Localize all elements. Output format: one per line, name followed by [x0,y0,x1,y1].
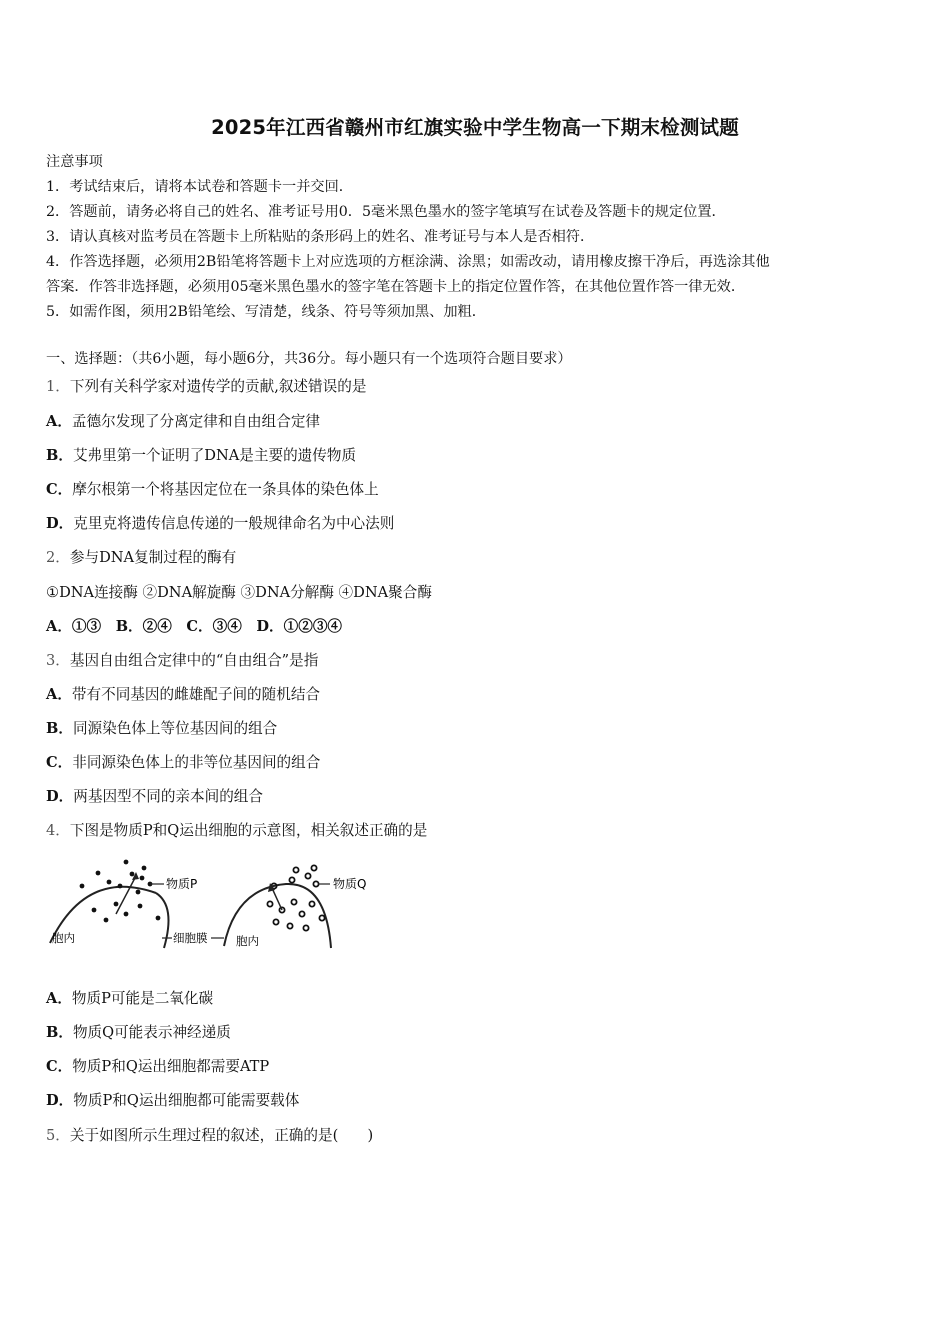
note-item: 2．答题前，请务必将自己的姓名、准考证号用0．5毫米黑色墨水的签字笔填写在试卷及答题卡的规定位置． [46,204,726,220]
question-number: 2． [46,549,70,566]
question-text: 下图是物质P和Q运出细胞的示意图，相关叙述正确的是 [69,822,428,839]
arrow-q [272,888,282,910]
option-text: 两基因型不同的亲本间的组合 [73,788,263,805]
option-label: C． [46,481,73,498]
note-item: 5．如需作图，须用2B铅笔绘、写清楚，线条、符号等须加黑、加粗． [46,304,486,320]
arrow-p [116,876,136,914]
option-label: D． [46,788,74,805]
option-text: 同源染色体上等位基因间的组合 [72,720,278,737]
question-number: 4． [46,822,70,839]
option-label: B． [46,1024,73,1041]
label-intracellular-left: 胞内 [52,931,75,945]
page-title: 2025年江西省赣州市红旗实验中学生物高一下期末检测试题 [211,116,739,139]
q4-option-c [46,1055,269,1076]
q4-option-a [46,987,213,1008]
question-3-stem [46,649,318,670]
question-text: 基因自由组合定律中的“自由组合”是指 [69,652,319,669]
label-cell-membrane: 细胞膜 [173,931,208,945]
q2-options: A．①③ B．②④ C．③④ D．①②③④ [46,618,343,635]
option-text: 带有不同基因的雌雄配子间的随机结合 [71,686,321,703]
q1-option-a [46,410,320,431]
option-label: A． [46,686,72,703]
q1-option-b [46,444,356,465]
q1-option-c [46,478,379,499]
question-text: 下列有关科学家对遗传学的贡献,叙述错误的是 [69,378,367,395]
notes-heading: 注意事项 [46,154,103,170]
note-item: 1．考试结束后，请将本试卷和答题卡一并交回． [46,179,353,195]
question-number: 1． [46,378,70,395]
question-4-stem [46,819,427,840]
note-item: 4．作答选择题，必须用2B铅笔将答题卡上对应选项的方框涂满、涂黑；如需改动，请用橡皮擦干净后，再选涂其他 [46,254,770,270]
section-heading: 一、选择题：（共6小题，每小题6分，共36分。每小题只有一个选项符合题目要求） [46,351,572,367]
question-text: 参与DNA复制过程的酶有 [69,549,237,566]
option-label: B． [46,447,73,464]
question-5-stem [46,1124,373,1145]
question-text: 关于如图所示生理过程的叙述，正确的是( ) [69,1127,374,1144]
q4-option-b [46,1021,231,1042]
option-text: 非同源染色体上的非等位基因间的组合 [72,754,321,771]
option-label: B． [46,720,73,737]
question-number: 5． [46,1127,70,1144]
note-item: 答案．作答非选择题，必须用05毫米黑色墨水的签字笔在答题卡上的指定位置作答，在其他位置作答一律无效． [46,279,746,295]
option-text: 物质P和Q运出细胞都可能需要载体 [73,1092,300,1109]
q3-option-c [46,751,320,772]
option-text: 摩尔根第一个将基因定位在一条具体的染色体上 [72,481,379,498]
option-label: D． [46,515,74,532]
question-2-stem [46,546,236,567]
option-text: 孟德尔发现了分离定律和自由组合定律 [71,413,321,430]
option-label: C． [46,754,73,771]
option-label: C． [46,1058,73,1075]
option-text: 物质P和Q运出细胞都需要ATP [72,1058,270,1075]
option-label: D． [46,1092,74,1109]
option-text: 物质Q可能表示神经递质 [72,1024,231,1041]
transport-figure [46,848,376,958]
question-number: 3． [46,652,70,669]
q1-option-d [46,512,394,533]
label-substance-q: 物质Q [333,877,367,891]
option-text: 克里克将遗传信息传递的一般规律命名为中心法则 [73,515,395,532]
q3-option-a [46,683,320,704]
option-text: 艾弗里第一个证明了DNA是主要的遗传物质 [72,447,357,464]
q3-option-d [46,785,263,806]
label-substance-p: 物质P [166,877,198,891]
label-intracellular-right: 胞内 [236,934,259,948]
question-1-stem [46,375,366,396]
option-text: 物质P可能是二氧化碳 [71,990,214,1007]
q2-items: ①DNA连接酶 ②DNA解旋酶 ③DNA分解酶 ④DNA聚合酶 [46,584,432,601]
option-label: A． [46,990,72,1007]
notes-block [46,150,906,325]
q4-option-d [46,1089,299,1110]
note-item: 3．请认真核对监考员在答题卡上所粘贴的条形码上的姓名、准考证号与本人是否相符． [46,229,595,245]
left-membrane-arc-end [156,893,169,948]
option-label: A． [46,413,72,430]
q3-option-b [46,717,277,738]
